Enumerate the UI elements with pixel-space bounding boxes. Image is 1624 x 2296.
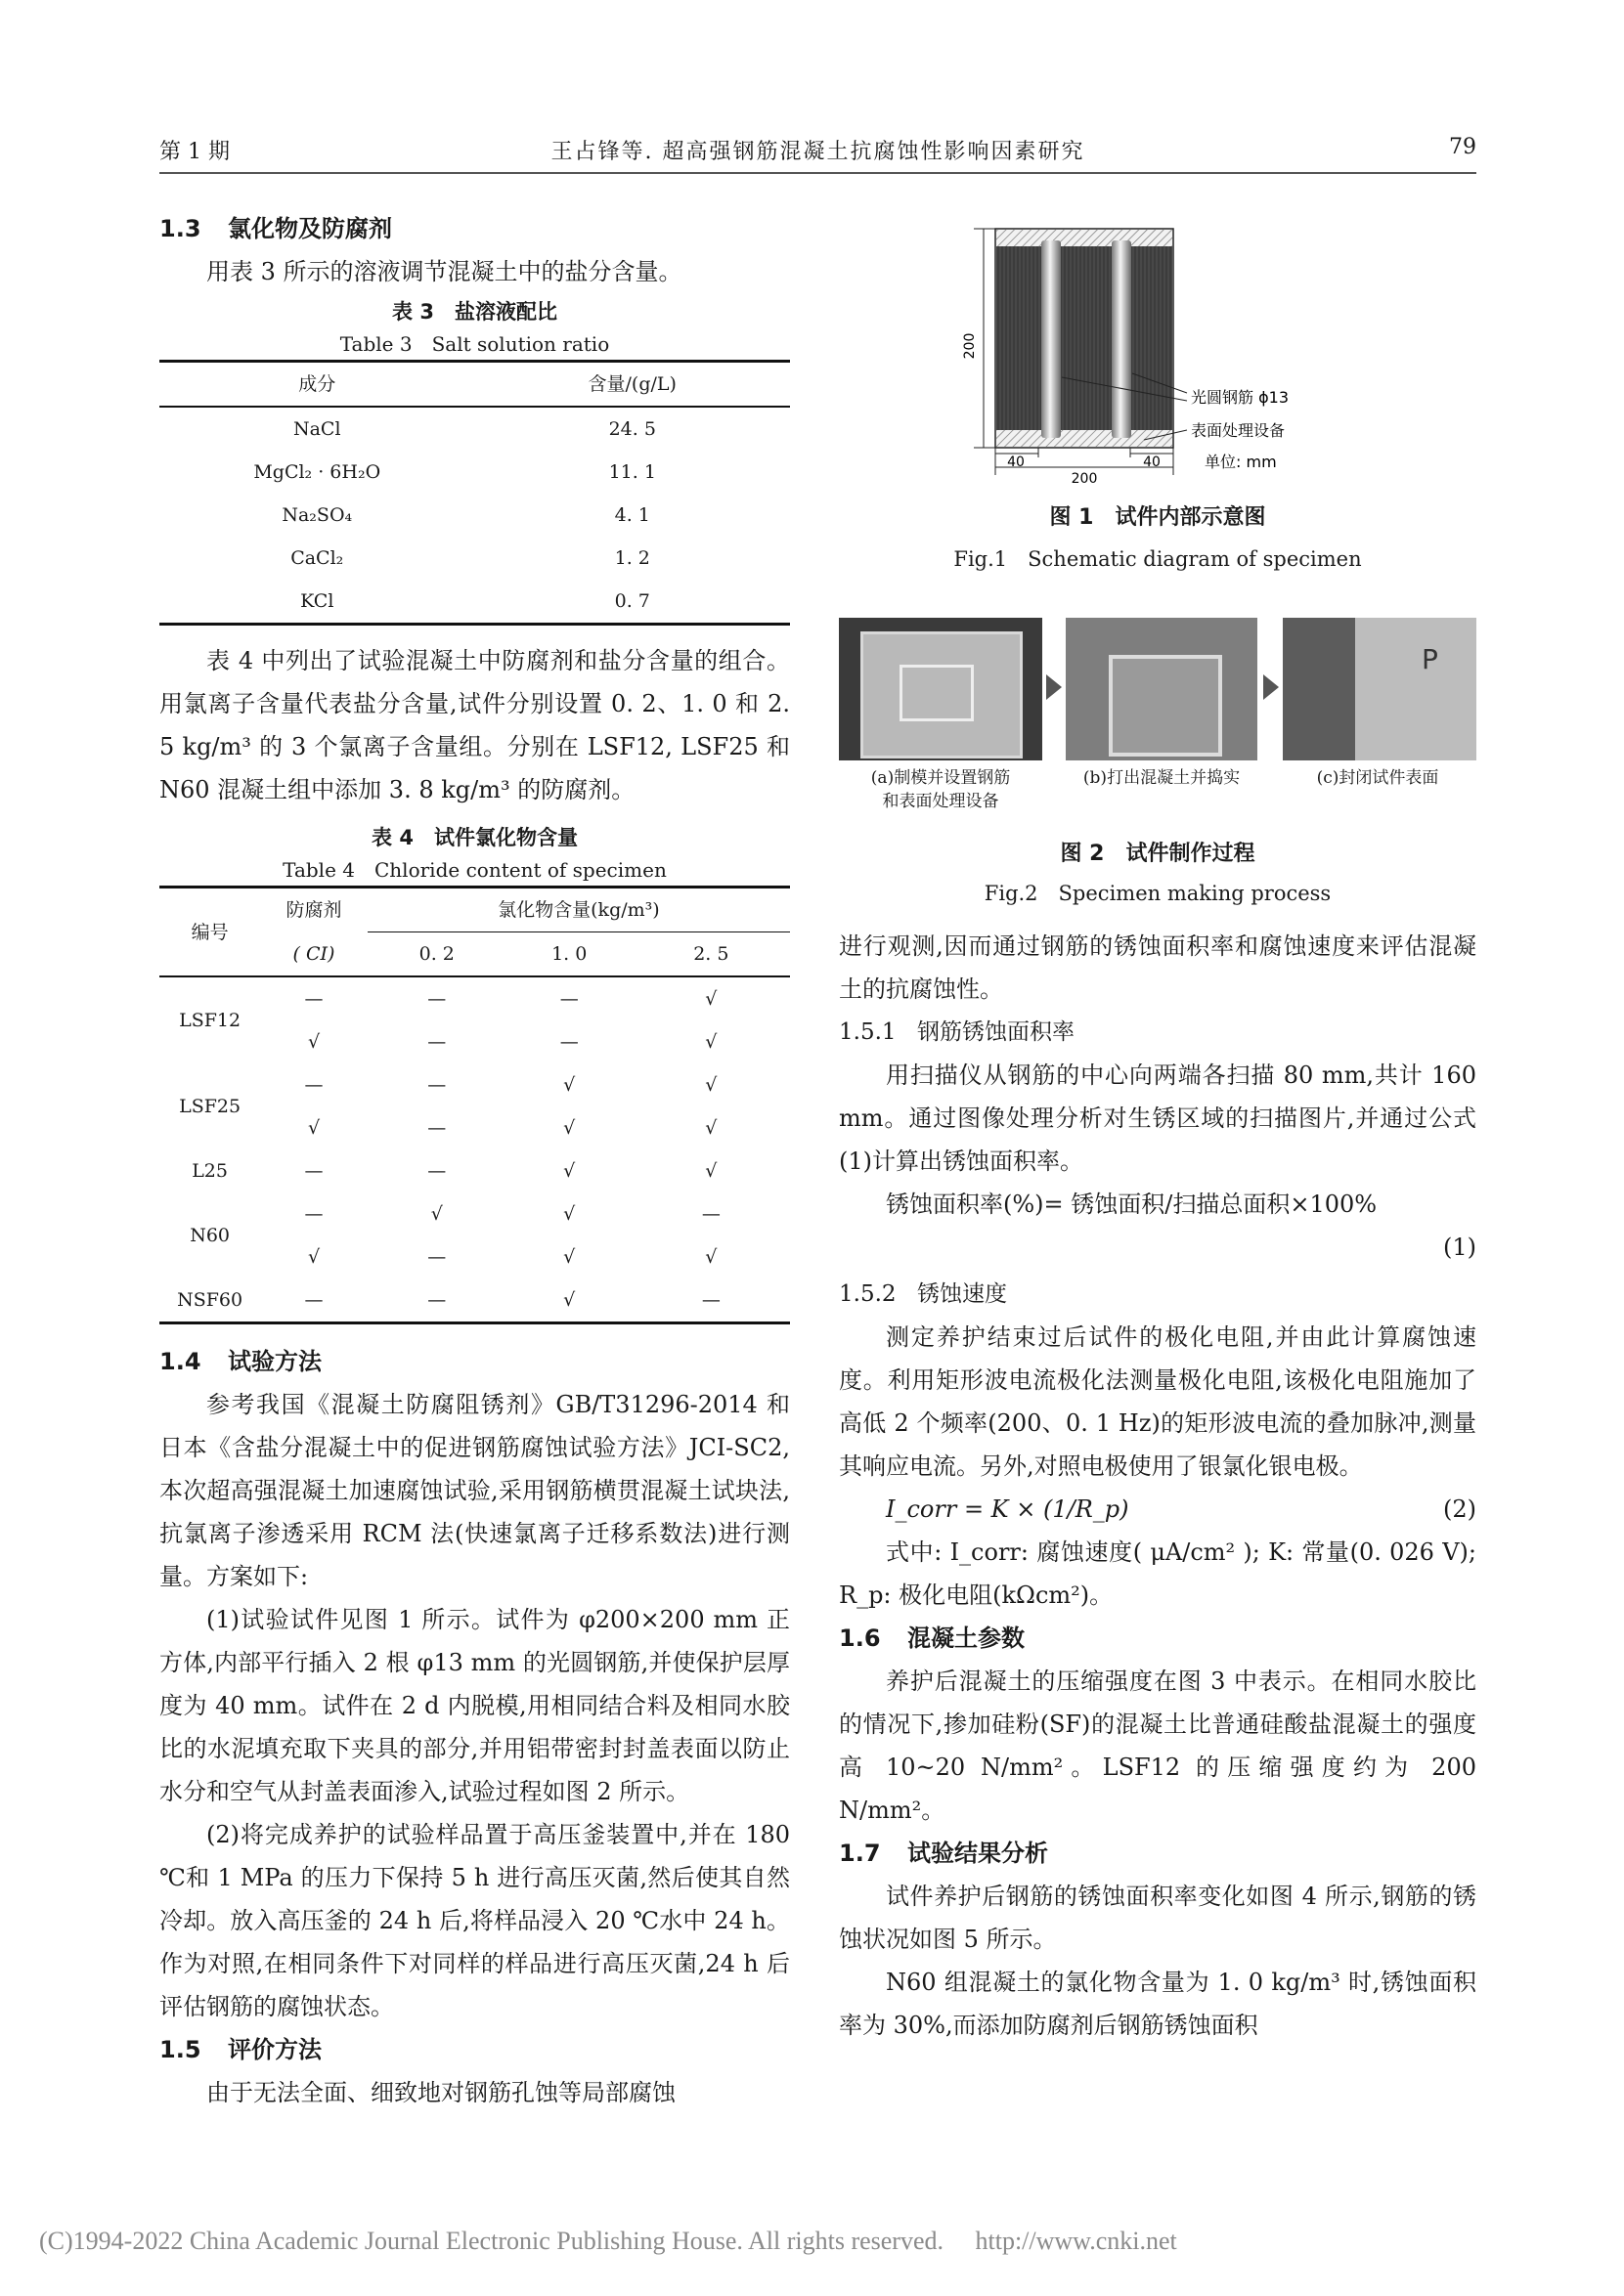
paragraph: N60 组混凝土的氯化物含量为 1. 0 kg/m³ 时,锈蚀面积率为 30%,而添加防腐剂后钢筋锈蚀面积 (839, 1969, 1476, 2039)
svg-text:40: 40 (1143, 455, 1161, 470)
column-header: ( CI) (260, 932, 368, 977)
svg-text:200: 200 (1071, 471, 1098, 485)
table-row: √ — — √ (307, 1031, 718, 1053)
column-header: 1. 0 (506, 932, 633, 977)
table-row: √ — √ √ (307, 1117, 718, 1139)
photo-a-mold-with-rebar (839, 618, 1042, 760)
table-row: LSF12 — — — √ (179, 988, 718, 1031)
paragraph: (1)试验试件见图 1 所示。试件为 φ200×200 mm 正方体,内部平行插入 2 根 φ13 mm 的光圆钢筋,并使保护层厚度为 40 mm。试件在 2 d 内脱模,用相同结合料及相同水胶比的水泥填充取下夹具的部分,并用铝带密封封盖表面以防止水分和空气从封盖表面渗入,试验过程如图 2 所示。 (159, 1606, 790, 1805)
svg-text:光圆钢筋 ϕ13: 光圆钢筋 ϕ13 (1191, 388, 1290, 407)
figure-2-caption-cn: 图 2 试件制作过程 (1060, 842, 1255, 866)
arrow-right-icon (1263, 674, 1279, 700)
subsection-heading-1-5-1: 1.5.1 钢筋锈蚀面积率 (839, 1019, 1075, 1045)
table-4 (159, 821, 790, 1324)
figure-1-caption-en: Fig.1 Schematic diagram of specimen (953, 547, 1362, 571)
equation-2-number: (2) (1443, 1495, 1476, 1523)
table-row: LSF25 — — √ √ (179, 1074, 718, 1117)
column-header: 含量/(g/L) (475, 362, 791, 408)
issue-number: 第 1 期 (159, 140, 230, 164)
column-header: 编号 (159, 888, 260, 977)
paragraph: 由于无法全面、细致地对钢筋孔蚀等局部腐蚀 (206, 2079, 676, 2106)
svg-text:200: 200 (962, 332, 978, 360)
table-row: MgCl₂ · 6H₂O 11. 1 (253, 461, 656, 483)
subsection-heading-1-5-2: 1.5.2 锈蚀速度 (839, 1281, 1007, 1307)
column-header: 成分 (159, 362, 475, 408)
paragraph: 参考我国《混凝土防腐阻锈剂》GB/T31296-2014 和日本《含盐分混凝土中的促进钢筋腐蚀试验方法》JCI-SC2,本次超高强混凝土加速腐蚀试验,采用钢筋横贯混凝土试块法,抗氯离子渗透采用 RCM 法(快速氯离子迁移系数法)进行测量。方案如下: (159, 1391, 790, 1590)
paragraph: 用扫描仪从钢筋的中心向两端各扫描 80 mm,共计 160 mm。通过图像处理分析对生锈区域的扫描图片,并通过公式(1)计算出锈蚀面积率。 (839, 1061, 1476, 1175)
section-heading-1-6: 1.6 混凝土参数 (839, 1625, 1025, 1652)
subcaption-a: (a)制模并设置钢筋 和表面处理设备 (870, 768, 1011, 811)
paragraph: 测定养护结束过后试件的极化电阻,并由此计算腐蚀速度。利用矩形波电流极化法测量极化电阻,该极化电阻施加了高低 2 个频率(200、0. 1 Hz)的矩形波电流的叠加脉冲,测量其响应电流。另外,对照电极使用了银氯化银电极。 (839, 1323, 1476, 1480)
table-caption-en: Table 4 Chloride content of specimen (283, 858, 667, 882)
table-caption-cn: 表 3 盐溶液配比 (392, 300, 557, 324)
svg-text:40: 40 (1007, 455, 1025, 470)
table-caption-cn: 表 4 试件氯化物含量 (372, 826, 578, 849)
chloride-content-table (159, 886, 790, 1324)
running-header (159, 129, 1476, 168)
paragraph: 式中: I_corr: 腐蚀速度( μA/cm² ); K: 常量(0. 026 V); R_p: 极化电阻(kΩcm²)。 (839, 1538, 1476, 1609)
left-column (159, 207, 790, 2114)
paragraph: 用表 3 所示的溶液调节混凝土中的盐分含量。 (206, 258, 682, 285)
table-row: √ — √ √ (307, 1246, 718, 1268)
table-row: L25 — — √ √ (192, 1160, 718, 1182)
equation-1: 锈蚀面积率(%)= 锈蚀面积/扫描总面积×100% (886, 1191, 1378, 1218)
svg-text:表面处理设备: 表面处理设备 (1191, 421, 1286, 440)
equation-2-expression: I_corr = K × (1/R_p) (886, 1495, 1129, 1523)
column-header-group: 氯化物含量(kg/m³) (368, 888, 790, 932)
column-header: 防腐剂 (260, 888, 368, 932)
copyright-footer: (C)1994-2022 China Academic Journal Electronic Publishing House. All rights reserved. http://www.cnki.net (39, 2227, 1177, 2255)
photo-b-concrete-cast (1066, 618, 1257, 760)
table-3 (159, 295, 790, 626)
table-row: N60 — √ √ — (190, 1203, 721, 1246)
arrow-right-icon (1046, 674, 1062, 700)
specimen-schematic-diagram (956, 221, 1445, 485)
equation-1-number: (1) (1443, 1234, 1476, 1261)
figure-1-caption-cn: 图 1 试件内部示意图 (1049, 505, 1266, 530)
section-heading-1-7: 1.7 试验结果分析 (839, 1840, 1048, 1867)
section-heading-1-4: 1.4 试验方法 (159, 1348, 322, 1375)
table-row: Na₂SO₄ 4. 1 (282, 504, 650, 526)
section-heading-1-3: 1.3 氯化物及防腐剂 (159, 215, 392, 242)
figure-1-schematic (956, 221, 1445, 485)
svg-text:单位: mm: 单位: mm (1205, 453, 1277, 471)
column-header: 2. 5 (633, 932, 790, 977)
paragraph: (2)将完成养护的试验样品置于高压釜装置中,并在 180 ℃和 1 MPa 的压力下保持 5 h 进行高压灭菌,然后使其自然冷却。放入高压釜的 24 h 后,将样品浸入 20 ℃水中 24 h。作为对照,在相同条件下对同样的样品进行高压灭菌,24 h 后评估钢筋的腐蚀状态。 (159, 1821, 790, 2020)
equation-2 (839, 1488, 1476, 1531)
running-title: 王占锋等. 超高强钢筋混凝土抗腐蚀性影响因素研究 (550, 140, 1085, 164)
figure-2-caption-en: Fig.2 Specimen making process (984, 882, 1332, 905)
table-caption-en: Table 3 Salt solution ratio (339, 332, 610, 356)
subcaption-c: (c)封闭试件表面 (1316, 768, 1439, 788)
column-header: 0. 2 (368, 932, 506, 977)
table-row: KCl 0. 7 (159, 580, 790, 625)
header-rule (159, 172, 1476, 174)
paragraph: 表 4 中列出了试验混凝土中防腐剂和盐分含量的组合。用氯离子含量代表盐分含量,试件分别设置 0. 2、1. 0 和 2. 5 kg/m³ 的 3 个氯离子含量组。分别在 LSF12, LSF25 和 N60 混凝土组中添加 3. 8 kg/m³ 的防腐剂。 (159, 647, 790, 803)
subcaption-b: (b)打出混凝土并捣实 (1082, 768, 1241, 788)
paragraph: 养护后混凝土的压缩强度在图 3 中表示。在相同水胶比的情况下,掺加硅粉(SF)的混凝土比普通硅酸盐混凝土的强度高 10~20 N/mm²。LSF12 的压缩强度约为 200 N/mm²。 (839, 1668, 1476, 1824)
table-row: NSF60 — — √ — (159, 1278, 790, 1323)
section-heading-1-5: 1.5 评价方法 (159, 2036, 322, 2063)
paragraph: 进行观测,因而通过钢筋的锈蚀面积率和腐蚀速度来评估混凝土的抗腐蚀性。 (839, 932, 1476, 1003)
paragraph: 试件养护后钢筋的锈蚀面积率变化如图 4 所示,钢筋的锈蚀状况如图 5 所示。 (839, 1883, 1476, 1953)
right-column (839, 925, 1476, 2047)
table-row: NaCl 24. 5 (292, 418, 656, 440)
table-row: CaCl₂ 1. 2 (290, 547, 650, 569)
salt-solution-table (159, 360, 790, 626)
page-number: 79 (1449, 135, 1476, 159)
photo-c-sealed-surface: P (1283, 618, 1476, 760)
